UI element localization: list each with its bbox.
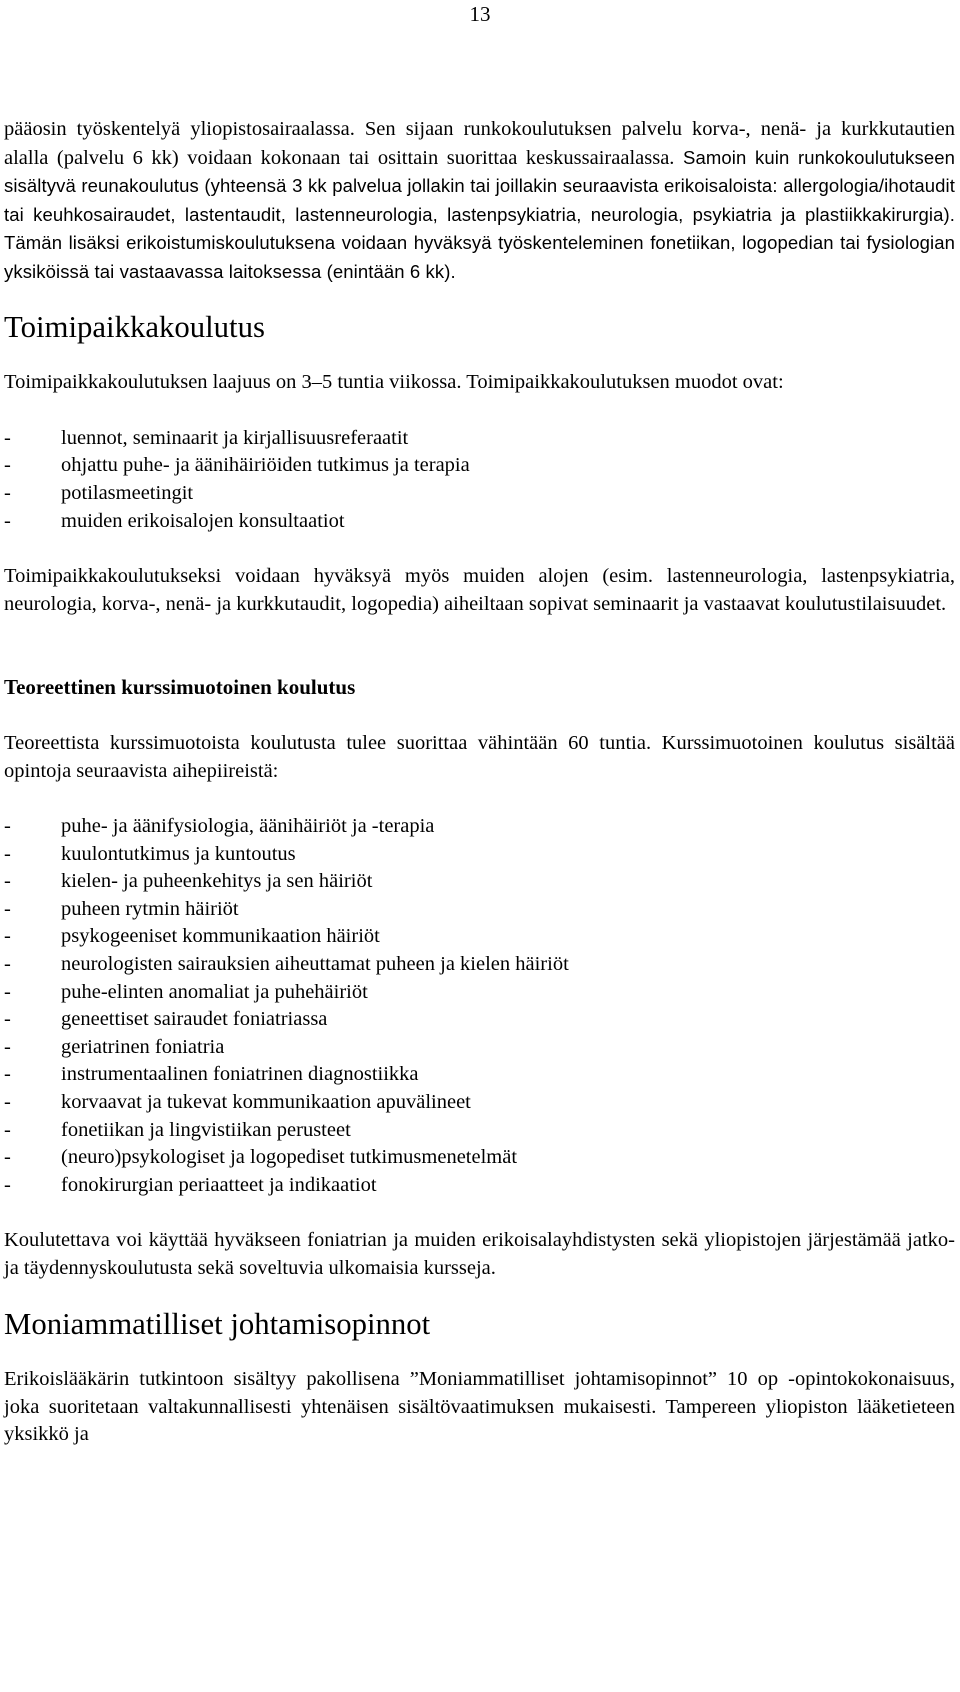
list-item: - geriatrinen foniatria	[4, 1035, 225, 1058]
list-item: - ohjattu puhe- ja äänihäiriöiden tutkimus ja terapia	[4, 454, 470, 477]
list-item: - puhe- ja äänifysiologia, äänihäiriöt ja -terapia	[4, 815, 435, 838]
toimipaikka-paragraph: Toimipaikkakoulutuksen laajuus on 3–5 tuntia viikossa. Toimipaikkakoulutuksen muodot ovat:	[4, 371, 784, 394]
intro-paragraph	[4, 116, 955, 287]
toimipaikka-closing: Toimipaikkakoulutukseksi voidaan hyväksyä myös muiden alojen (esim. lastenneurologia, lastenpsykiatria, neurologia, korva-, nenä- ja kurkkutaudit, logopedia) aiheiltaan sopivat seminaarit ja vastaavat koulutustilaisuudet.	[4, 565, 955, 615]
toimipaikka-heading: Toimipaikkakoulutus	[4, 309, 265, 344]
list-item: - (neuro)psykologiset ja logopediset tutkimusmenetelmät	[4, 1146, 518, 1169]
list-item: - muiden erikoisalojen konsultaatiot	[4, 509, 345, 532]
teoreettinen-heading: Teoreettinen kurssimuotoinen koulutus	[4, 675, 356, 700]
list-item: - kielen- ja puheenkehitys ja sen häiriöt	[4, 870, 373, 893]
list-item: - fonetiikan ja lingvistiikan perusteet	[4, 1118, 351, 1141]
teoreettinen-closing: Koulutettava voi käyttää hyväkseen foniatrian ja muiden erikoisalayhdistysten sekä yliopistojen järjestämää jatko- ja täydennyskoulutusta sekä soveltuvia ulkomaisia kursseja.	[4, 1229, 955, 1279]
list-item: - luennot, seminaarit ja kirjallisuusreferaatit	[4, 426, 409, 449]
teoreettinen-list	[4, 813, 955, 1199]
teoreettinen-paragraph: Teoreettista kurssimuotoista koulutusta tulee suorittaa vähintään 60 tuntia. Kurssimuotoinen koulutus sisältää opintoja seuraavista aihepiireistä:	[4, 731, 955, 782]
list-item: - kuulontutkimus ja kuntoutus	[4, 842, 296, 865]
list-item: - fonokirurgian periaatteet ja indikaatiot	[4, 1173, 377, 1196]
list-item: - geneettiset sairaudet foniatriassa	[4, 1008, 328, 1031]
list-item: - potilasmeetingit	[4, 481, 194, 504]
document-body	[4, 116, 955, 1449]
list-item: - puhe-elinten anomaliat ja puhehäiriöt	[4, 980, 368, 1003]
page-number: 13	[469, 2, 491, 26]
johtamis-heading: Moniammatilliset johtamisopinnot	[4, 1306, 431, 1341]
list-item: - psykogeeniset kommunikaation häiriöt	[4, 925, 380, 948]
johtamis-paragraph: Erikoislääkärin tutkintoon sisältyy pakollisena ”Moniammatilliset johtamisopinnot” 10 op -opintokokonaisuus, joka suoritetaan valtakunnallisesti yhtenäisen sisältövaatimuksen mukaisesti. Tampereen yliopiston lääketieteen yksikkö ja	[4, 1368, 955, 1446]
list-item: - korvaavat ja tukevat kommunikaation apuvälineet	[4, 1091, 471, 1114]
list-item: - puheen rytmin häiriöt	[4, 897, 239, 920]
intro-sans-text: Samoin kuin runkokoulutukseen sisältyvä reunakoulutus (yhteensä 3 kk palvelua jollakin tai joillakin seuraavista erikoisaloista: allergologia/ihotaudit tai keuhkosairaudet, lastentaudit, lastenneurologia, lastenpsykiatria, neurologia, psykiatria ja plastiikkakirurgia). Tämän lisäksi erikoistumiskoulutuksena voidaan hyväksyä työskenteleminen fonetiikan, logopedian tai fysiologian yksiköissä tai vastaavassa laitoksessa (enintään 6 kk).	[4, 146, 955, 282]
list-item: - instrumentaalinen foniatrinen diagnostiikka	[4, 1063, 419, 1086]
list-item: - neurologisten sairauksien aiheuttamat puheen ja kielen häiriöt	[4, 953, 569, 976]
toimipaikka-list	[4, 425, 955, 535]
intro-serif-text: pääosin työskentelyä yliopistosairaalassa. Sen sijaan runkokoulutuksen palvelu korva-, nenä- ja kurkkutautien alalla (palvelu 6 kk) voidaan kokonaan tai osittain suorittaa keskussairaalassa.	[4, 118, 955, 169]
